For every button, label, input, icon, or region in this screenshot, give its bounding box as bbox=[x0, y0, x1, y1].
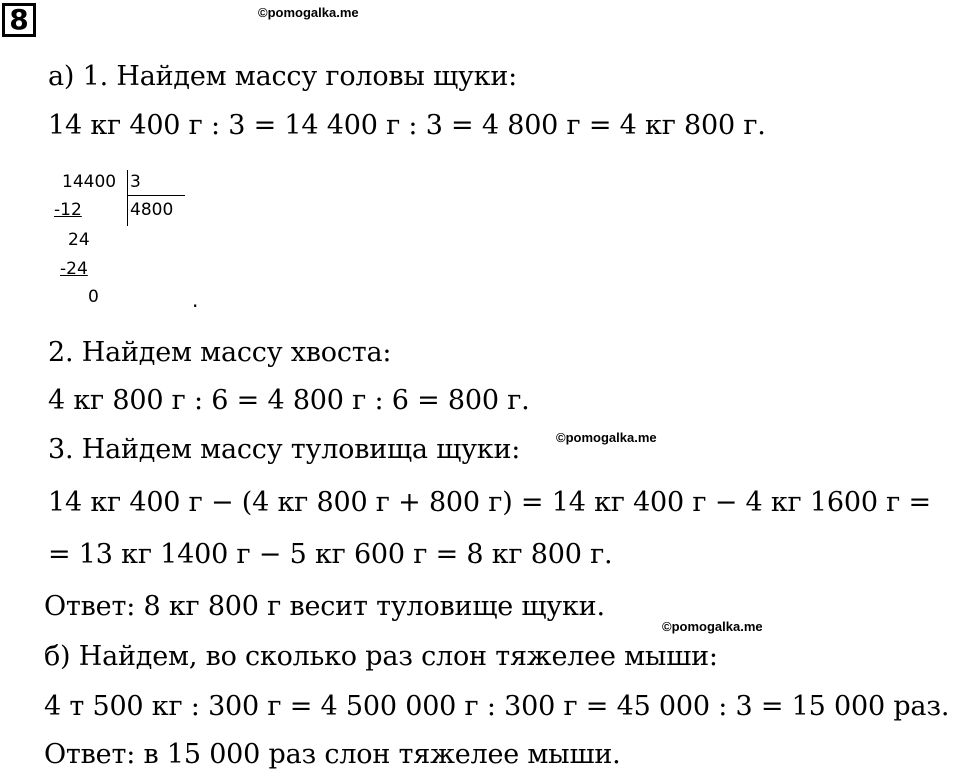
ld-divisor: 3 bbox=[130, 172, 141, 192]
ld-subtract-2: -24 bbox=[60, 259, 88, 279]
ld-dividend: 14400 bbox=[62, 172, 117, 192]
part-b-title: б) Найдем, во сколько раз слон тяжелее мыши: bbox=[44, 641, 718, 672]
step1-title: а) 1. Найдем массу головы щуки: bbox=[48, 61, 518, 92]
ld-remainder-2: 0 bbox=[88, 287, 99, 307]
ld-vertical-line bbox=[127, 170, 128, 226]
ld-quotient: 4800 bbox=[130, 200, 174, 220]
watermark: ©pomogalka.me bbox=[258, 5, 359, 20]
step3-calculation-line2: = 13 кг 1400 г − 5 кг 600 г = 8 кг 800 г. bbox=[48, 539, 613, 570]
part-b-calculation: 4 т 500 кг : 300 г = 4 500 000 г : 300 г = 45 000 : 3 = 15 000 раз. bbox=[44, 691, 950, 722]
ld-remainder-1: 24 bbox=[68, 230, 90, 250]
ld-horizontal-line bbox=[127, 195, 185, 196]
step2-calculation: 4 кг 800 г : 6 = 4 800 г : 6 = 800 г. bbox=[48, 385, 530, 416]
step2-title: 2. Найдем массу хвоста: bbox=[48, 337, 392, 368]
watermark: ©pomogalka.me bbox=[556, 430, 657, 445]
step3-calculation-line1: 14 кг 400 г − (4 кг 800 г + 800 г) = 14 кг 400 г − 4 кг 1600 г = bbox=[48, 487, 931, 518]
step3-title: 3. Найдем массу туловища щуки: bbox=[48, 434, 521, 465]
answer-b: Ответ: в 15 000 раз слон тяжелее мыши. bbox=[44, 739, 621, 770]
task-number-badge: 8 bbox=[2, 3, 36, 37]
watermark: ©pomogalka.me bbox=[662, 619, 763, 634]
ld-subtract-1: -12 bbox=[54, 200, 82, 220]
ld-dot: . bbox=[192, 288, 199, 312]
step1-calculation: 14 кг 400 г : 3 = 14 400 г : 3 = 4 800 г = 4 кг 800 г. bbox=[48, 110, 766, 141]
answer-a: Ответ: 8 кг 800 г весит туловище щуки. bbox=[44, 591, 605, 622]
